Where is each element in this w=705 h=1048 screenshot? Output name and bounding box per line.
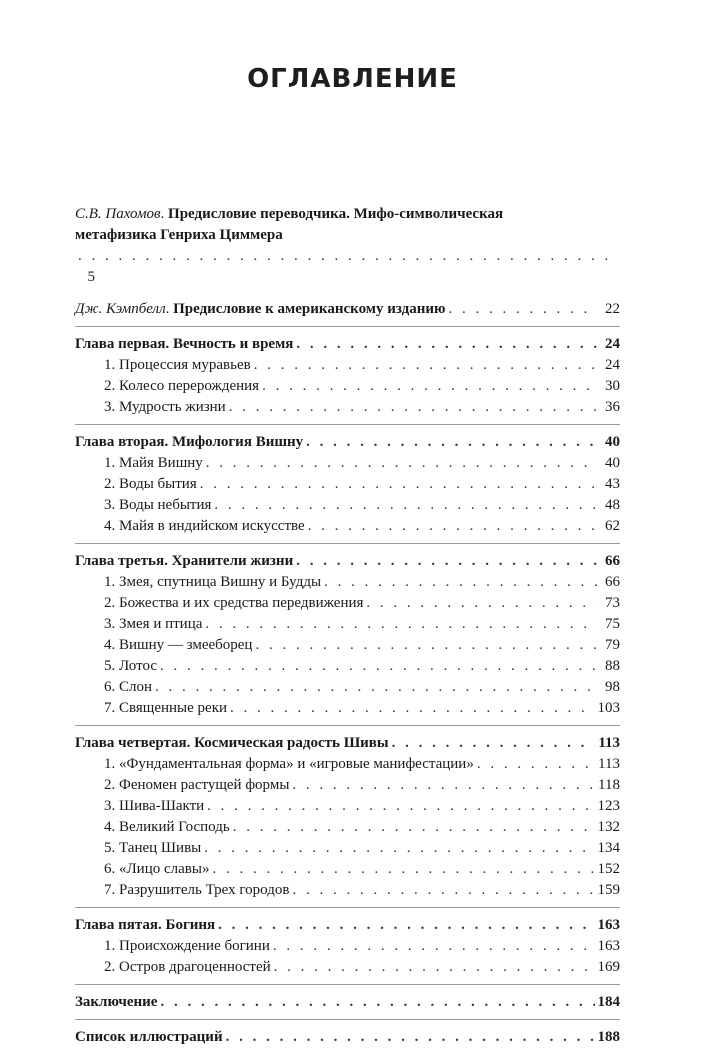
divider bbox=[75, 1019, 620, 1020]
toc-chapter-3[interactable] bbox=[75, 551, 620, 572]
chapter-title: Глава первая. Вечность и время bbox=[75, 336, 294, 352]
page-number: 66 bbox=[605, 553, 620, 569]
toc-entry-first-line: С.В. Пахомов. Предисловие переводчика. Мифо-символическая bbox=[75, 206, 504, 222]
page-number: 73 bbox=[605, 595, 620, 611]
dot-leader bbox=[308, 516, 597, 537]
toc-section[interactable] bbox=[75, 397, 620, 418]
section-title: 3. Змея и птица bbox=[104, 616, 203, 632]
section-title: 1. Происхождение богини bbox=[104, 938, 270, 954]
chapter-title: Глава четвертая. Космическая радость Шивы bbox=[75, 735, 389, 751]
dot-leader bbox=[273, 936, 595, 957]
toc-section[interactable] bbox=[75, 957, 620, 978]
dot-leader bbox=[449, 299, 598, 320]
toc-section[interactable] bbox=[75, 572, 620, 593]
page-number: 36 bbox=[605, 399, 620, 415]
toc-section[interactable] bbox=[75, 495, 620, 516]
page-number: 159 bbox=[597, 882, 620, 898]
dot-leader bbox=[206, 453, 597, 474]
page-number: 123 bbox=[597, 798, 620, 814]
section-title: 3. Мудрость жизни bbox=[104, 399, 226, 415]
toc-section[interactable] bbox=[75, 775, 620, 796]
dot-leader bbox=[274, 957, 595, 978]
dot-leader bbox=[392, 733, 596, 754]
dot-leader bbox=[255, 635, 597, 656]
dot-leader bbox=[254, 355, 597, 376]
toc-section[interactable] bbox=[75, 838, 620, 859]
divider bbox=[75, 907, 620, 908]
divider bbox=[75, 326, 620, 327]
dot-leader bbox=[205, 614, 597, 635]
page-number: 113 bbox=[598, 735, 620, 751]
dot-leader bbox=[233, 817, 595, 838]
chapter-title: Глава пятая. Богиня bbox=[75, 917, 216, 933]
dot-leader bbox=[296, 551, 597, 572]
page-number: 40 bbox=[605, 455, 620, 471]
toc-section[interactable] bbox=[75, 880, 620, 901]
dot-leader bbox=[292, 880, 594, 901]
section-title: 7. Священные реки bbox=[104, 700, 228, 716]
toc-entry-translator-preface[interactable] bbox=[75, 204, 620, 288]
page-number: 40 bbox=[605, 434, 620, 450]
toc-section[interactable] bbox=[75, 635, 620, 656]
page-number: 24 bbox=[605, 336, 620, 352]
toc-section[interactable] bbox=[75, 796, 620, 817]
page-number: 118 bbox=[598, 777, 620, 793]
dot-leader bbox=[160, 992, 594, 1013]
section-title: 1. Процессия муравьев bbox=[104, 357, 251, 373]
page-number: 113 bbox=[598, 756, 620, 772]
section-title: 3. Воды небытия bbox=[104, 497, 212, 513]
page-number: 30 bbox=[605, 378, 620, 394]
dot-leader bbox=[229, 397, 597, 418]
dot-leader bbox=[207, 796, 594, 817]
section-title: 2. Воды бытия bbox=[104, 476, 197, 492]
toc-section[interactable] bbox=[75, 817, 620, 838]
toc-section[interactable] bbox=[75, 859, 620, 880]
dot-leader bbox=[155, 677, 597, 698]
entry-title: Заключение bbox=[75, 994, 158, 1010]
section-title: 1. «Фундаментальная форма» и «игровые манифестации» bbox=[104, 756, 474, 772]
table-of-contents bbox=[75, 204, 620, 1048]
page-number: 169 bbox=[597, 959, 620, 975]
page-number: 5 bbox=[87, 269, 95, 285]
page-number: 43 bbox=[605, 476, 620, 492]
section-title: 5. Танец Шивы bbox=[104, 840, 202, 856]
page-number: 163 bbox=[597, 917, 620, 933]
toc-section[interactable] bbox=[75, 677, 620, 698]
page-number: 79 bbox=[605, 637, 620, 653]
section-title: 2. Колесо перерождения bbox=[104, 378, 260, 394]
dot-leader bbox=[366, 593, 597, 614]
section-title: 1. Змея, спутница Вишну и Будды bbox=[104, 574, 322, 590]
toc-section[interactable] bbox=[75, 656, 620, 677]
page-number: 22 bbox=[605, 301, 620, 317]
dot-leader bbox=[292, 775, 595, 796]
section-title: 4. Вишну — змееборец bbox=[104, 637, 253, 653]
toc-chapter-4[interactable] bbox=[75, 733, 620, 754]
chapter-title: Глава третья. Хранители жизни bbox=[75, 553, 294, 569]
dot-leader bbox=[477, 754, 595, 775]
toc-section[interactable] bbox=[75, 474, 620, 495]
page-number: 48 bbox=[605, 497, 620, 513]
toc-section[interactable] bbox=[75, 936, 620, 957]
dot-leader bbox=[218, 915, 594, 936]
toc-section[interactable] bbox=[75, 614, 620, 635]
toc-illustrations[interactable] bbox=[75, 1027, 620, 1048]
toc-chapter-1[interactable] bbox=[75, 334, 620, 355]
divider bbox=[75, 725, 620, 726]
section-title: 5. Лотос bbox=[104, 658, 157, 674]
section-title: 2. Остров драгоценностей bbox=[104, 959, 271, 975]
toc-section[interactable] bbox=[75, 593, 620, 614]
dot-leader bbox=[226, 1027, 595, 1048]
dot-leader bbox=[296, 334, 597, 355]
dot-leader bbox=[214, 495, 597, 516]
dot-leader bbox=[262, 376, 597, 397]
toc-chapter-2[interactable] bbox=[75, 432, 620, 453]
page-number: 152 bbox=[597, 861, 620, 877]
entry-title: Список иллюстраций bbox=[75, 1029, 223, 1045]
section-title: 6. «Лицо славы» bbox=[104, 861, 210, 877]
page-number: 62 bbox=[605, 518, 620, 534]
toc-chapter-5[interactable] bbox=[75, 915, 620, 936]
dot-leader bbox=[200, 474, 597, 495]
entry-title-line1: Предисловие переводчика. Мифо-символическая bbox=[168, 206, 504, 222]
section-title: 4. Майя в индийском искусстве bbox=[104, 518, 305, 534]
page-number: 75 bbox=[605, 616, 620, 632]
entry-author: С.В. Пахомов bbox=[75, 206, 161, 222]
section-title: 2. Феномен растущей формы bbox=[104, 777, 290, 793]
toc-section[interactable] bbox=[75, 754, 620, 775]
toc-section[interactable] bbox=[75, 698, 620, 719]
page-number: 88 bbox=[605, 658, 620, 674]
page-number: 184 bbox=[597, 994, 620, 1010]
chapter-title: Глава вторая. Мифология Вишну bbox=[75, 434, 304, 450]
divider bbox=[75, 424, 620, 425]
page-number: 66 bbox=[605, 574, 620, 590]
page-title: ОГЛАВЛЕНИЕ bbox=[247, 64, 458, 94]
entry-title: Дж. Кэмпбелл. Предисловие к американскому изданию bbox=[75, 301, 446, 317]
page-number: 103 bbox=[597, 700, 620, 716]
section-title: 2. Божества и их средства передвижения bbox=[104, 595, 364, 611]
page-number: 163 bbox=[597, 938, 620, 954]
toc-section[interactable] bbox=[75, 376, 620, 397]
divider bbox=[75, 984, 620, 985]
divider bbox=[75, 543, 620, 544]
page-number: 188 bbox=[597, 1029, 620, 1045]
toc-section[interactable] bbox=[75, 453, 620, 474]
dot-leader bbox=[230, 698, 594, 719]
entry-title-text: Предисловие к американскому изданию bbox=[173, 301, 446, 317]
entry-title-line2: метафизика Генриха Циммера bbox=[75, 227, 283, 243]
section-title: 1. Майя Вишну bbox=[104, 455, 203, 471]
toc-entry-american-preface[interactable] bbox=[75, 299, 620, 320]
page-number: 132 bbox=[597, 819, 620, 835]
page-number: 24 bbox=[605, 357, 620, 373]
entry-author: Дж. Кэмпбелл bbox=[75, 301, 166, 317]
section-title: 6. Слон bbox=[104, 679, 153, 695]
dot-leader bbox=[78, 246, 617, 267]
dot-leader bbox=[212, 859, 594, 880]
toc-section[interactable] bbox=[75, 355, 620, 376]
section-title: 3. Шива-Шакти bbox=[104, 798, 205, 814]
page-number: 98 bbox=[605, 679, 620, 695]
dot-leader bbox=[324, 572, 597, 593]
toc-section[interactable] bbox=[75, 516, 620, 537]
toc-conclusion[interactable] bbox=[75, 992, 620, 1013]
dot-leader bbox=[204, 838, 594, 859]
page-number: 134 bbox=[597, 840, 620, 856]
dot-leader bbox=[306, 432, 597, 453]
dot-leader bbox=[160, 656, 597, 677]
section-title: 7. Разрушитель Трех городов bbox=[104, 882, 290, 898]
section-title: 4. Великий Господь bbox=[104, 819, 230, 835]
